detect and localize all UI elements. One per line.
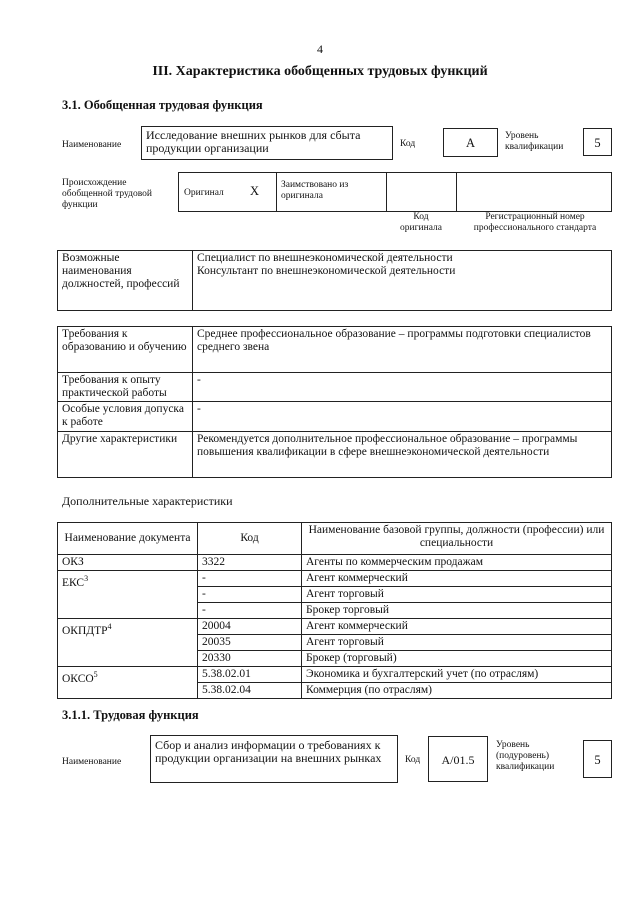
gtf-level-label: Уровень квалификации <box>505 131 564 152</box>
gtf-origin-box <box>178 172 612 212</box>
group-name-cell: Экономика и бухгалтерский учет (по отраслям) <box>302 667 612 683</box>
code-cell: 3322 <box>198 555 302 571</box>
group-name-cell: Агент коммерческий <box>302 619 612 635</box>
group-name-cell: Агент торговый <box>302 587 612 603</box>
gtf-level-box <box>583 128 612 156</box>
req-label-education: Требования к образованию и обучению <box>58 327 193 373</box>
req-value-other: Рекомендуется дополнительное профессиональное образование – программы повышения квалификации в сфере внешнеэкономической деятельности <box>193 432 612 478</box>
code-cell: - <box>198 587 302 603</box>
positions-value-2: Консультант по внешнеэкономической деятельности <box>197 265 456 277</box>
gtf-level-value: 5 <box>594 136 601 150</box>
header-document: Наименование документа <box>58 523 198 555</box>
positions-value-1: Специалист по внешнеэкономической деятельности <box>197 252 453 264</box>
code-cell: 20330 <box>198 651 302 667</box>
group-name-cell: Брокер (торговый) <box>302 651 612 667</box>
code-cell: - <box>198 571 302 587</box>
tf-heading: 3.1.1. Трудовая функция <box>62 708 199 722</box>
doc-okpdtr: ОКПДТР$^4$ <box>58 619 198 667</box>
gtf-reg-number-caption: Регистрационный номер профессионального стандарта <box>473 212 597 233</box>
group-name-cell: Агент торговый <box>302 635 612 651</box>
group-name-cell: Брокер торговый <box>302 603 612 619</box>
gtf-borrowed-label: Заимствовано из оригинала <box>281 180 349 201</box>
gtf-origin-label: Происхождение обобщенной трудовой функции <box>62 178 152 210</box>
additional-table <box>57 522 612 699</box>
requirements-table <box>57 326 612 478</box>
tf-name-value: Сбор и анализ информации о требованиях к продукции организации на внешних рынках <box>155 738 382 765</box>
tf-code-value: A/01.5 <box>441 753 475 767</box>
header-code: Код <box>198 523 302 555</box>
code-cell: - <box>198 603 302 619</box>
gtf-code-label: Код <box>400 139 416 149</box>
code-cell: 20004 <box>198 619 302 635</box>
tf-level-label: Уровень (подуровень) квалификации <box>496 740 555 772</box>
req-label-experience: Требования к опыту практической работы <box>58 373 193 402</box>
req-label-conditions: Особые условия допуска к работе <box>58 402 193 432</box>
positions-table <box>57 250 612 311</box>
tf-name-label: Наименование <box>62 757 122 767</box>
tf-level-value: 5 <box>594 753 601 767</box>
group-name-cell: Коммерция (по отраслям) <box>302 683 612 699</box>
gtf-name-label: Наименование <box>62 140 122 150</box>
gtf-name-value: Исследование внешних рынков для сбыта продукции организации <box>146 128 361 155</box>
req-value-conditions: - <box>193 402 612 432</box>
gtf-code-box <box>443 128 498 157</box>
req-value-education: Среднее профессиональное образование – программы подготовки специалистов среднего звена <box>193 327 612 373</box>
req-label-other: Другие характеристики <box>58 432 193 478</box>
req-value-experience: - <box>193 373 612 402</box>
gtf-orig-code-caption: Код оригинала <box>400 212 442 233</box>
code-cell: 20035 <box>198 635 302 651</box>
tf-name-box <box>150 735 398 783</box>
tf-level-box <box>583 740 612 778</box>
doc-eks: ЕКС$^3$ <box>58 571 198 619</box>
gtf-original-label: Оригинал <box>184 188 224 198</box>
group-name-cell: Агент коммерческий <box>302 571 612 587</box>
group-name-cell: Агенты по коммерческим продажам <box>302 555 612 571</box>
doc-okz: ОКЗ <box>58 555 198 571</box>
additional-title: Дополнительные характеристики <box>62 494 233 508</box>
gtf-name-box <box>141 126 393 160</box>
section-title: III. Характеристика обобщенных трудовых функций <box>152 64 488 79</box>
header-base-group: Наименование базовой группы, должности (профессии) или специальности <box>302 523 612 555</box>
page-number: 4 <box>317 42 323 56</box>
tf-code-box <box>428 736 488 782</box>
doc-okso: ОКСО$^5$ <box>58 667 198 699</box>
code-cell: 5.38.02.01 <box>198 667 302 683</box>
gtf-original-mark: X <box>250 184 260 198</box>
positions-label: Возможные наименования должностей, профессий <box>58 251 193 311</box>
tf-code-label: Код <box>405 755 421 765</box>
gtf-heading: 3.1. Обобщенная трудовая функция <box>62 98 263 112</box>
gtf-code-value: А <box>465 136 476 150</box>
positions-values <box>193 251 612 311</box>
code-cell: 5.38.02.04 <box>198 683 302 699</box>
